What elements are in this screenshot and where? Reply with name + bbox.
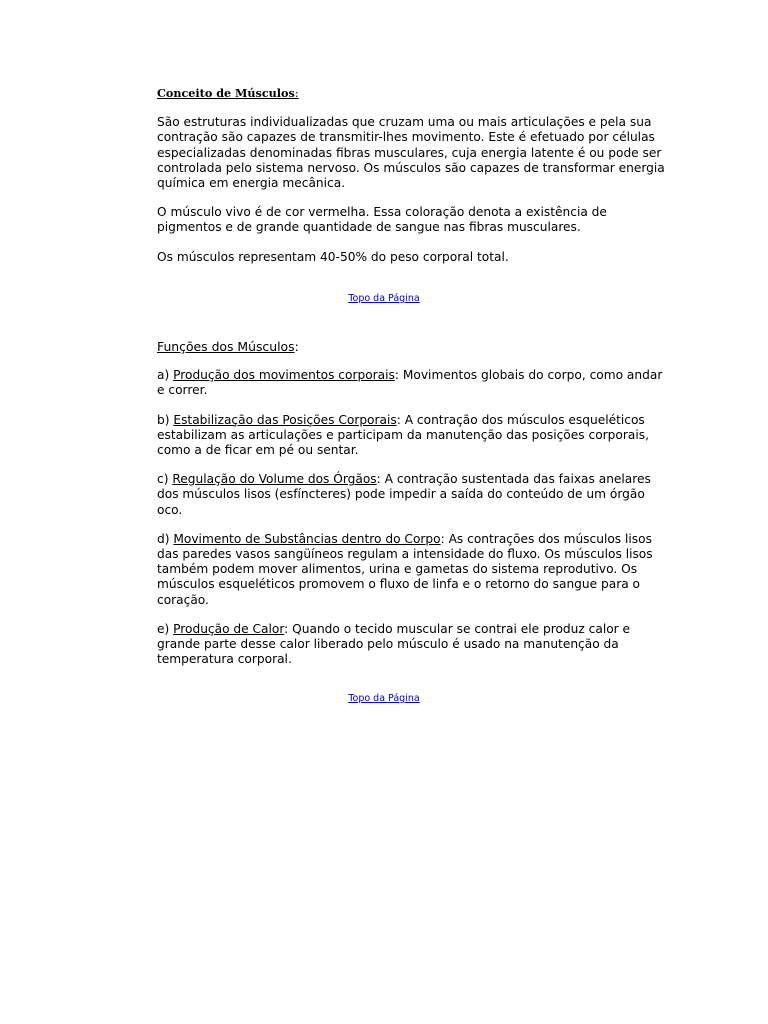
section-title-funcoes-text: Funções dos Músculos xyxy=(157,339,295,354)
function-item-c-text: : A contração sustentada das faixas anelares dos músculos lisos (esfíncteres) pode impedir a saída do conteúdo de um órgão oco. xyxy=(157,472,651,517)
function-item-a-text: : Movimentos globais do corpo, como andar e correr. xyxy=(157,368,663,398)
function-item-a-prefix: a) xyxy=(157,368,174,383)
top-of-page-link-1[interactable]: Topo da Página xyxy=(348,293,420,304)
function-item-b-prefix: b) xyxy=(157,412,174,427)
function-item-b-text: : A contração dos músculos esqueléticos estabilizam as articulações e participam da manutenção das posições corporais, como a de ficar em pé ou sentar. xyxy=(157,412,649,458)
section-title-funcoes-suffix: : xyxy=(294,339,299,354)
function-item-c-prefix: c) xyxy=(157,472,173,487)
function-item-d xyxy=(157,532,667,608)
function-item-a xyxy=(157,368,667,398)
function-item-d-prefix: d) xyxy=(157,531,174,546)
function-item-b xyxy=(157,413,667,459)
top-of-page-link-2[interactable]: Topo da Página xyxy=(348,693,420,704)
function-item-d-text: : As contrações dos músculos lisos das paredes vasos sangüíneos regulam a intensidade do fluxo. Os músculos lisos também podem mover alimentos, urina e gametas do sistema reprodutivo. Os músculos esqueléticos promovem o fluxo de linfa e o retorno do sangue para o coração. xyxy=(157,531,653,607)
top-link-row-2 xyxy=(0,686,768,705)
function-item-d-term: Movimento de Substâncias dentro do Corpo xyxy=(173,531,441,546)
function-item-e-text: : Quando o tecido muscular se contrai ele produz calor e grande parte desse calor liberado pelo músculo é usado na manutenção da temperatura corporal. xyxy=(157,621,631,667)
function-item-c-term: Regulação do Volume dos Órgãos xyxy=(172,472,377,487)
function-item-b-term: Estabilização das Posições Corporais xyxy=(173,412,397,427)
conceito-paragraph-2: O músculo vivo é de cor vermelha. Essa coloração denota a existência de pigmentos e de grande quantidade de sangue nas fibras musculares. xyxy=(157,205,607,235)
document-body-functions xyxy=(157,339,667,667)
function-item-e xyxy=(157,622,667,668)
conceito-paragraph-3: Os músculos representam 40-50% do peso corporal total. xyxy=(157,249,509,264)
function-item-c xyxy=(157,472,667,518)
document-body xyxy=(157,86,667,265)
section-title-conceito-suffix: : xyxy=(294,87,299,100)
top-link-row-1 xyxy=(0,286,768,305)
function-item-e-term: Produção de Calor xyxy=(173,621,285,636)
section-title-conceito xyxy=(157,86,667,101)
section-title-conceito-text: Conceito de Músculos xyxy=(157,86,295,100)
conceito-paragraph-1: São estruturas individualizadas que cruzam uma ou mais articulações e pela sua contração são capazes de transmitir-lhes movimento. Este é efetuado por células especializadas denominadas fibras musculares, cuja energia latente é ou pode ser controlada pelo sistema nervoso. Os músculos são capazes de transformar energia química em energia mecânica. xyxy=(157,115,665,191)
section-title-funcoes xyxy=(157,339,667,354)
function-item-e-prefix: e) xyxy=(157,621,174,636)
function-item-a-term: Produção dos movimentos corporais xyxy=(173,368,395,383)
